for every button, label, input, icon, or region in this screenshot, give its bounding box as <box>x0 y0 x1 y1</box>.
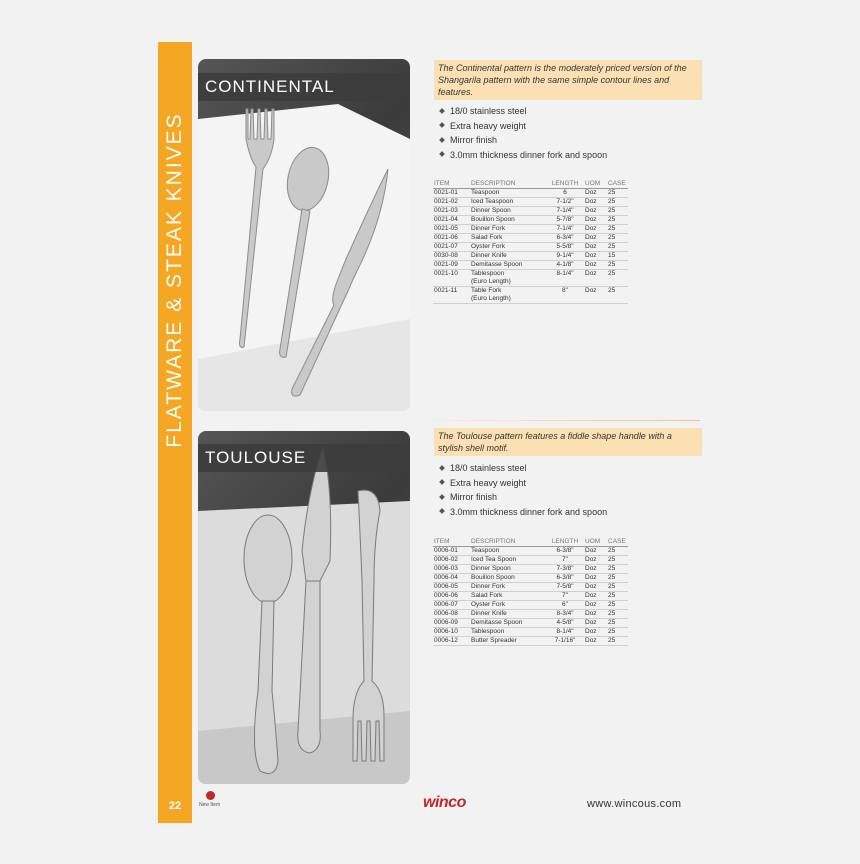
cell-case-text: 25 <box>608 610 616 617</box>
cell-case-text: 25 <box>608 261 616 268</box>
cell-item <box>433 287 470 304</box>
cell-description <box>470 637 547 646</box>
col-description-header: DESCRIPTION <box>470 537 547 547</box>
cell-description-text: Tablespoon <box>471 628 505 635</box>
cell-description <box>470 547 547 556</box>
cell-uom <box>584 198 607 207</box>
cell-length-text: 7-1/4" <box>556 225 574 232</box>
cell-item <box>433 216 470 225</box>
toulouse-intro: The Toulouse pattern features a fiddle shape handle with a stylish shell motif. <box>434 428 702 456</box>
table-row <box>433 610 628 619</box>
cell-case <box>607 225 628 234</box>
cell-case-text: 25 <box>608 189 616 196</box>
cell-description <box>470 574 547 583</box>
toulouse-rows <box>433 547 628 646</box>
cell-description-text: Dinner Spoon <box>471 565 511 572</box>
section-divider <box>410 420 700 421</box>
cell-uom <box>584 628 607 637</box>
cell-length <box>547 270 584 287</box>
cell-item-text: 0006-03 <box>434 565 458 572</box>
cell-case-text: 25 <box>608 583 616 590</box>
cell-description-text: Bouillon Spoon <box>471 216 515 223</box>
col-uom-header: UOM <box>584 537 607 547</box>
website-url: www.wincous.com <box>587 798 682 810</box>
feature-item: 18/0 stainless steel <box>440 104 607 119</box>
cell-case-text: 25 <box>608 637 616 644</box>
cell-uom <box>584 234 607 243</box>
cell-item <box>433 574 470 583</box>
diamond-bullet-icon <box>439 465 445 471</box>
cell-case-text: 15 <box>608 252 616 259</box>
cell-description <box>470 198 547 207</box>
cell-length-text: 6-3/8" <box>556 574 574 581</box>
cell-case-text: 25 <box>608 270 616 277</box>
cell-item-text: 0021-04 <box>434 216 458 223</box>
cell-description-sub: (Euro Length) <box>471 278 511 285</box>
cell-item <box>433 583 470 592</box>
cell-description-text: Butter Spreader <box>471 637 517 644</box>
table-row <box>433 252 628 261</box>
table-row <box>433 565 628 574</box>
cell-case <box>607 252 628 261</box>
cell-item <box>433 628 470 637</box>
cell-item-text: 0021-03 <box>434 207 458 214</box>
cell-item <box>433 207 470 216</box>
table-row <box>433 261 628 270</box>
feature-item: 3.0mm thickness dinner fork and spoon <box>440 148 607 163</box>
cell-case <box>607 270 628 287</box>
cell-description <box>470 287 547 304</box>
cell-case-text: 25 <box>608 547 616 554</box>
cell-case <box>607 261 628 270</box>
cell-length-text: 6-3/8" <box>556 547 574 554</box>
cell-description <box>470 261 547 270</box>
cell-length <box>547 261 584 270</box>
cell-item <box>433 637 470 646</box>
cell-description-text: Tablespoon <box>471 270 505 277</box>
cell-case-text: 25 <box>608 556 616 563</box>
cell-description-text: Teaspoon <box>471 189 500 196</box>
cell-case <box>607 189 628 198</box>
cell-length-text: 7" <box>562 556 568 563</box>
cell-item <box>433 198 470 207</box>
cell-item <box>433 619 470 628</box>
table-row <box>433 287 628 304</box>
continental-spec-table <box>433 179 628 304</box>
cell-uom-text: Doz <box>585 270 597 277</box>
cell-case <box>607 583 628 592</box>
cell-length-text: 8-1/4" <box>556 628 574 635</box>
cell-item-text: 0021-01 <box>434 189 458 196</box>
cell-item-text: 0006-08 <box>434 610 458 617</box>
page-number: 22 <box>168 800 182 812</box>
table-row <box>433 574 628 583</box>
col-length-header: LENGTH <box>547 179 584 189</box>
cell-item-text: 0006-12 <box>434 637 458 644</box>
cell-item-text: 0021-07 <box>434 243 458 250</box>
cell-length <box>547 619 584 628</box>
cell-item <box>433 225 470 234</box>
cell-length <box>547 207 584 216</box>
cell-uom-text: Doz <box>585 619 597 626</box>
continental-intro: The Continental pattern is the moderately priced version of the Shangarila pattern with the same simple contour lines and features. <box>434 60 702 100</box>
cell-uom-text: Doz <box>585 556 597 563</box>
cell-uom-text: Doz <box>585 207 597 214</box>
cell-case-text: 25 <box>608 592 616 599</box>
toulouse-features <box>440 461 607 519</box>
cell-item <box>433 261 470 270</box>
cell-uom <box>584 225 607 234</box>
cell-description <box>470 225 547 234</box>
cell-case-text: 25 <box>608 574 616 581</box>
cell-item-text: 0021-05 <box>434 225 458 232</box>
new-item-label: New Item <box>199 802 221 808</box>
cell-description <box>470 592 547 601</box>
cell-length <box>547 189 584 198</box>
cell-uom <box>584 216 607 225</box>
diamond-bullet-icon <box>439 108 445 114</box>
toulouse-cutlery-image <box>198 431 410 784</box>
continental-features <box>440 104 607 162</box>
cell-item-text: 0006-04 <box>434 574 458 581</box>
cell-case-text: 25 <box>608 619 616 626</box>
toulouse-photo <box>198 431 410 784</box>
diamond-bullet-icon <box>439 479 445 485</box>
cell-uom <box>584 252 607 261</box>
cell-uom-text: Doz <box>585 198 597 205</box>
cell-description-text: Salad Fork <box>471 234 503 241</box>
cell-description <box>470 216 547 225</box>
cell-length <box>547 574 584 583</box>
cell-length <box>547 225 584 234</box>
cell-description-text: Demitasse Spoon <box>471 261 523 268</box>
feature-item: Extra heavy weight <box>440 476 607 491</box>
cell-case <box>607 628 628 637</box>
cell-uom <box>584 547 607 556</box>
cell-length-text: 8-3/4" <box>556 610 574 617</box>
table-row <box>433 225 628 234</box>
cell-length-text: 5-7/8" <box>556 216 574 223</box>
cell-item-text: 0006-07 <box>434 601 458 608</box>
cell-case-text: 25 <box>608 243 616 250</box>
cell-length <box>547 198 584 207</box>
cell-item <box>433 270 470 287</box>
cell-uom <box>584 556 607 565</box>
table-row <box>433 189 628 198</box>
cell-description <box>470 619 547 628</box>
cell-item <box>433 547 470 556</box>
cell-length <box>547 592 584 601</box>
cell-case <box>607 565 628 574</box>
col-item-header: ITEM <box>433 179 470 189</box>
feature-item: Extra heavy weight <box>440 119 607 134</box>
cell-length-text: 9-1/4" <box>556 252 574 259</box>
cell-item-text: 0006-05 <box>434 583 458 590</box>
cell-case-text: 25 <box>608 198 616 205</box>
cell-uom <box>584 637 607 646</box>
cell-length <box>547 601 584 610</box>
cell-uom-text: Doz <box>585 628 597 635</box>
cell-case <box>607 547 628 556</box>
cell-length <box>547 547 584 556</box>
cell-length-text: 7-1/4" <box>556 207 574 214</box>
toulouse-spec-table <box>433 537 628 646</box>
cell-uom <box>584 574 607 583</box>
cell-item-text: 0006-10 <box>434 628 458 635</box>
table-row <box>433 216 628 225</box>
cell-item-text: 0006-01 <box>434 547 458 554</box>
cell-length <box>547 252 584 261</box>
cell-case-text: 25 <box>608 207 616 214</box>
cell-description-text: Dinner Knife <box>471 252 507 259</box>
cell-item-text: 0006-09 <box>434 619 458 626</box>
table-row <box>433 619 628 628</box>
cell-description <box>470 628 547 637</box>
table-row <box>433 628 628 637</box>
cell-case-text: 25 <box>608 601 616 608</box>
cell-uom <box>584 601 607 610</box>
continental-rows <box>433 189 628 304</box>
cell-length-text: 7" <box>562 592 568 599</box>
cell-uom-text: Doz <box>585 261 597 268</box>
cell-uom-text: Doz <box>585 216 597 223</box>
table-row <box>433 592 628 601</box>
cell-uom <box>584 207 607 216</box>
cell-uom <box>584 261 607 270</box>
cell-uom-text: Doz <box>585 574 597 581</box>
col-case-header: CASE <box>607 537 628 547</box>
cell-item-text: 0021-10 <box>434 270 458 277</box>
cell-length <box>547 556 584 565</box>
cell-length-text: 4-5/8" <box>556 619 574 626</box>
cell-length <box>547 628 584 637</box>
diamond-bullet-icon <box>439 151 445 157</box>
cell-uom-text: Doz <box>585 234 597 241</box>
feature-item: Mirror finish <box>440 133 607 148</box>
cell-item <box>433 234 470 243</box>
cell-length-text: 5-5/8" <box>556 243 574 250</box>
cell-length-text: 4-1/8" <box>556 261 574 268</box>
cell-uom <box>584 287 607 304</box>
cell-case-text: 25 <box>608 565 616 572</box>
cell-length <box>547 234 584 243</box>
cell-description-text: Dinner Fork <box>471 583 505 590</box>
cell-uom <box>584 270 607 287</box>
cell-length <box>547 243 584 252</box>
cell-item <box>433 610 470 619</box>
cell-length <box>547 637 584 646</box>
table-row <box>433 601 628 610</box>
cell-uom-text: Doz <box>585 225 597 232</box>
cell-case <box>607 234 628 243</box>
cell-description <box>470 556 547 565</box>
cell-case <box>607 198 628 207</box>
feature-item: 18/0 stainless steel <box>440 461 607 476</box>
cell-item-text: 0021-11 <box>434 287 458 294</box>
cell-description <box>470 583 547 592</box>
cell-item-text: 0006-02 <box>434 556 458 563</box>
table-row <box>433 198 628 207</box>
feature-item: Mirror finish <box>440 490 607 505</box>
cell-description <box>470 601 547 610</box>
cell-item <box>433 592 470 601</box>
cell-item <box>433 565 470 574</box>
continental-cutlery-image <box>198 59 410 411</box>
cell-length-text: 8-1/4" <box>556 270 574 277</box>
table-header-row <box>433 537 628 547</box>
cell-length-text: 6" <box>562 601 568 608</box>
cell-uom <box>584 592 607 601</box>
cell-description <box>470 189 547 198</box>
diamond-bullet-icon <box>439 494 445 500</box>
cell-item-text: 0021-06 <box>434 234 458 241</box>
cell-case <box>607 556 628 565</box>
cell-description-sub: (Euro Length) <box>471 295 511 302</box>
cell-length <box>547 216 584 225</box>
cell-description-text: Teaspoon <box>471 547 500 554</box>
cell-uom-text: Doz <box>585 610 597 617</box>
diamond-bullet-icon <box>439 508 445 514</box>
cell-length <box>547 287 584 304</box>
cell-length-text: 7-5/8" <box>556 583 574 590</box>
table-row <box>433 234 628 243</box>
table-header-row <box>433 179 628 189</box>
cell-description-text: Oyster Fork <box>471 601 505 608</box>
cell-uom-text: Doz <box>585 583 597 590</box>
cell-description-text: Demitasse Spoon <box>471 619 523 626</box>
cell-description <box>470 207 547 216</box>
cell-description-text: Iced Teaspoon <box>471 198 514 205</box>
cell-description-text: Iced Tea Spoon <box>471 556 517 563</box>
cell-case-text: 25 <box>608 216 616 223</box>
cell-item-text: 0021-09 <box>434 261 458 268</box>
cell-case <box>607 619 628 628</box>
toulouse-title: TOULOUSE <box>198 444 410 472</box>
cell-description-text: Dinner Spoon <box>471 207 511 214</box>
cell-case <box>607 243 628 252</box>
cell-description-text: Table Fork <box>471 287 502 294</box>
cell-description-text: Oyster Fork <box>471 243 505 250</box>
cell-uom-text: Doz <box>585 189 597 196</box>
cell-case <box>607 574 628 583</box>
cell-uom <box>584 610 607 619</box>
cell-length-text: 7-3/8" <box>556 565 574 572</box>
cell-case-text: 25 <box>608 225 616 232</box>
cell-description <box>470 610 547 619</box>
cell-length <box>547 565 584 574</box>
cell-case <box>607 207 628 216</box>
table-row <box>433 637 628 646</box>
cell-uom-text: Doz <box>585 287 597 294</box>
cell-case-text: 25 <box>608 287 616 294</box>
cell-case <box>607 601 628 610</box>
table-row <box>433 547 628 556</box>
cell-uom-text: Doz <box>585 637 597 644</box>
cell-description-text: Salad Fork <box>471 592 503 599</box>
table-row <box>433 270 628 287</box>
cell-length <box>547 610 584 619</box>
cell-uom-text: Doz <box>585 592 597 599</box>
diamond-bullet-icon <box>439 137 445 143</box>
col-case-header: CASE <box>607 179 628 189</box>
cell-uom-text: Doz <box>585 243 597 250</box>
col-description-header: DESCRIPTION <box>470 179 547 189</box>
cell-description <box>470 565 547 574</box>
cell-length-text: 6 <box>563 189 567 196</box>
cell-item <box>433 252 470 261</box>
cell-item-text: 0006-06 <box>434 592 458 599</box>
cell-description-text: Dinner Knife <box>471 610 507 617</box>
cell-uom <box>584 583 607 592</box>
winco-logo: winco <box>423 794 466 811</box>
cell-uom-text: Doz <box>585 547 597 554</box>
cell-uom-text: Doz <box>585 565 597 572</box>
cell-description <box>470 234 547 243</box>
cell-item <box>433 243 470 252</box>
new-item-legend <box>199 791 220 808</box>
sidebar-title: FLATWARE & STEAK KNIVES <box>163 112 186 448</box>
cell-uom <box>584 189 607 198</box>
cell-description-text: Bouillon Spoon <box>471 574 515 581</box>
table-row <box>433 556 628 565</box>
cell-description-text: Dinner Fork <box>471 225 505 232</box>
cell-case-text: 25 <box>608 628 616 635</box>
cell-description <box>470 270 547 287</box>
cell-case-text: 25 <box>608 234 616 241</box>
cell-length-text: 8" <box>562 287 568 294</box>
cell-case <box>607 592 628 601</box>
cell-uom-text: Doz <box>585 601 597 608</box>
cell-description <box>470 252 547 261</box>
col-uom-header: UOM <box>584 179 607 189</box>
table-row <box>433 583 628 592</box>
cell-uom <box>584 243 607 252</box>
col-item-header: ITEM <box>433 537 470 547</box>
cell-uom <box>584 619 607 628</box>
continental-title: CONTINENTAL <box>198 73 410 101</box>
cell-description <box>470 243 547 252</box>
cell-case <box>607 287 628 304</box>
diamond-bullet-icon <box>439 122 445 128</box>
cell-item <box>433 601 470 610</box>
red-dot-icon <box>206 791 215 800</box>
cell-item-text: 0030-08 <box>434 252 458 259</box>
table-row <box>433 207 628 216</box>
cell-length-text: 6-3/4" <box>556 234 574 241</box>
cell-item <box>433 556 470 565</box>
cell-case <box>607 610 628 619</box>
continental-photo <box>198 59 410 411</box>
cell-item <box>433 189 470 198</box>
col-length-header: LENGTH <box>547 537 584 547</box>
cell-uom-text: Doz <box>585 252 597 259</box>
feature-item: 3.0mm thickness dinner fork and spoon <box>440 505 607 520</box>
table-row <box>433 243 628 252</box>
cell-case <box>607 216 628 225</box>
cell-length-text: 7-1/2" <box>556 198 574 205</box>
cell-item-text: 0021-02 <box>434 198 458 205</box>
cell-length <box>547 583 584 592</box>
cell-length-text: 7-1/16" <box>554 637 576 644</box>
cell-case <box>607 637 628 646</box>
cell-uom <box>584 565 607 574</box>
